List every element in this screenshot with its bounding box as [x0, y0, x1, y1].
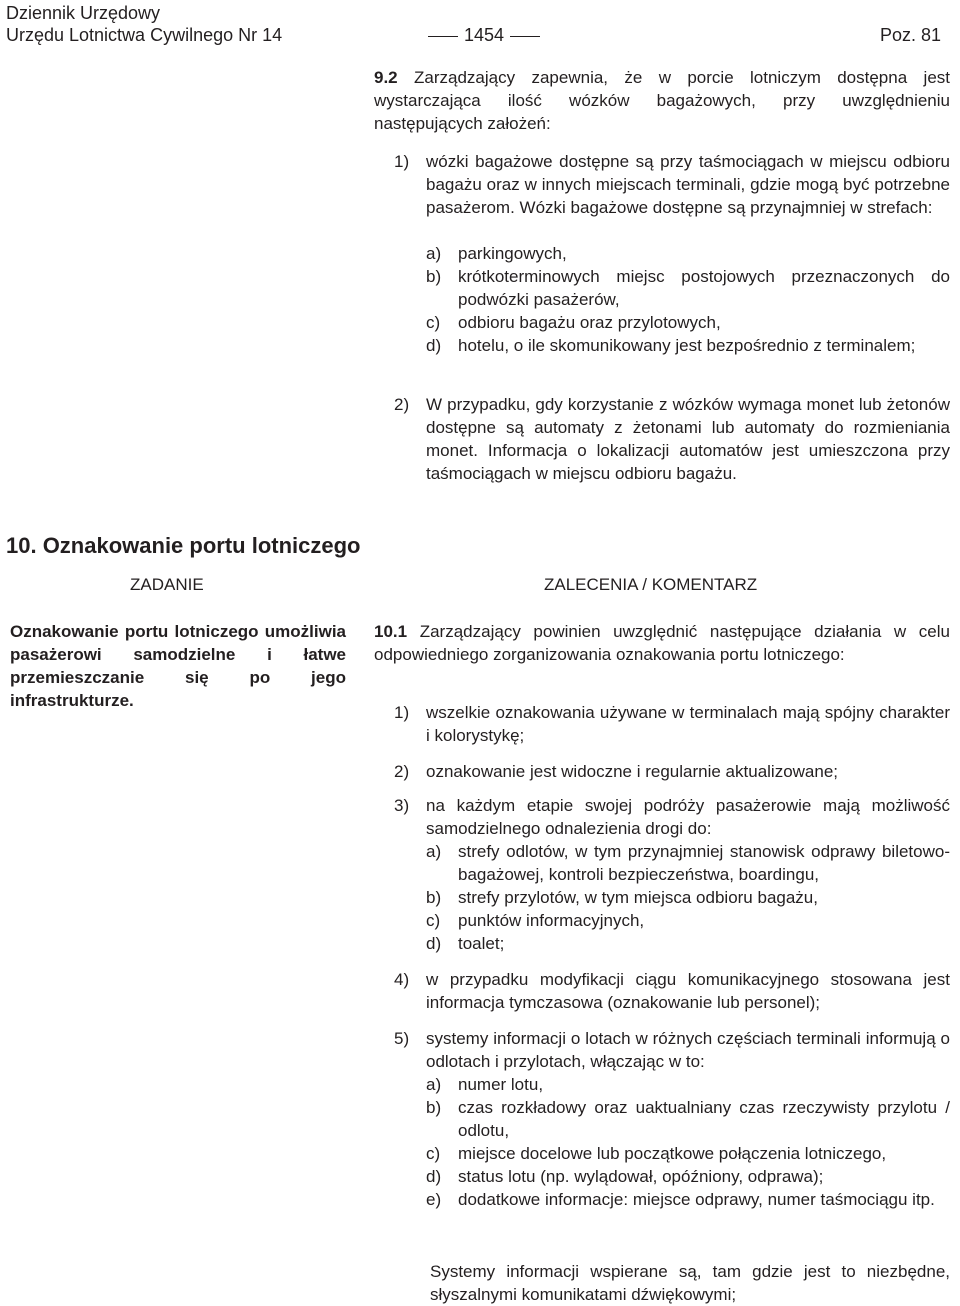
list-item	[394, 1027, 950, 1073]
list-item	[426, 840, 950, 886]
list-item	[426, 1188, 950, 1211]
section-9-2-intro	[374, 66, 950, 135]
list-item	[394, 701, 950, 747]
list-text: numer lotu,	[458, 1075, 544, 1094]
section-heading: 10. Oznakowanie portu lotniczego	[6, 533, 361, 558]
list-item	[426, 932, 950, 955]
list-item	[426, 1096, 950, 1142]
list-item	[426, 265, 950, 311]
list-text: w przypadku modyfikacji ciągu komunikacyjnego stosowana jest informacja tymczasowa (oznakowanie lub personel);	[426, 970, 950, 1012]
list-label: 3)	[394, 796, 410, 815]
list-text: toalet;	[458, 934, 505, 953]
list-item	[426, 334, 950, 357]
list-text: odbioru bagażu oraz przylotowych,	[458, 313, 721, 332]
section-number: 10.1	[374, 622, 408, 641]
list-label: c)	[426, 313, 441, 332]
list-text: na każdym etapie swojej podróży pasażerowie mają możliwość samodzielnego odnalezienia drogi do:	[426, 796, 950, 838]
list-label: e)	[426, 1190, 442, 1209]
closing-paragraph: Systemy informacji wspierane są, tam gdzie jest to niezbędne, słyszalnymi komunikatami dźwiękowymi;	[430, 1262, 950, 1304]
list-text: wózki bagażowe dostępne są przy taśmociągach w miejscu odbioru bagażu oraz w innych miejscach terminali, gdzie mogą być potrzebne pasażerom. Wózki bagażowe dostępne są przynajmniej w strefach:	[426, 152, 950, 217]
journal-title	[6, 2, 282, 46]
list-text: W przypadku, gdy korzystanie z wózków wymaga monet lub żetonów dostępne są automaty z żetonami lub automaty do rozmieniania monet. Informacja o lokalizacji automatów jest umieszczona przy taśmociągach w miejscu odbioru bagażu.	[426, 395, 950, 483]
list-text: miejsce docelowe lub początkowe połączenia lotniczego,	[458, 1144, 887, 1163]
list-label: 2)	[394, 762, 410, 781]
column-header-recommendations: ZALECENIA / KOMENTARZ	[544, 575, 758, 594]
position-label: Poz. 81	[880, 25, 942, 45]
list-label: b)	[426, 888, 442, 907]
list-label: 2)	[394, 395, 410, 414]
list-text: strefy przylotów, w tym miejsca odbioru bagażu,	[458, 888, 818, 907]
list-label: d)	[426, 336, 442, 355]
list-label: 1)	[394, 152, 410, 171]
sub-list	[426, 242, 950, 357]
list-text: parkingowych,	[458, 244, 567, 263]
list-item	[394, 150, 950, 219]
list-text: strefy odlotów, w tym przynajmniej stanowisk odprawy biletowo-bagażowej, kontroli bezpieczeństwa, boardingu,	[458, 842, 950, 884]
list-label: d)	[426, 934, 442, 953]
list-label: 1)	[394, 703, 410, 722]
page-number	[422, 24, 546, 46]
list-label: 5)	[394, 1029, 410, 1048]
task-description: Oznakowanie portu lotniczego umożliwia pasażerowi samodzielne i łatwe przemieszczanie się po jego infrastrukturze.	[10, 622, 346, 710]
list-label: a)	[426, 1075, 442, 1094]
list-item	[426, 909, 950, 932]
list-item	[394, 393, 950, 485]
list-item	[426, 1142, 950, 1165]
list-label: a)	[426, 842, 442, 861]
list-text: oznakowanie jest widoczne i regularnie aktualizowane;	[426, 762, 839, 781]
list-label: c)	[426, 1144, 441, 1163]
list-label: b)	[426, 1098, 442, 1117]
list-item	[426, 886, 950, 909]
list-label: c)	[426, 911, 441, 930]
list-text: wszelkie oznakowania używane w terminalach mają spójny charakter i kolorystykę;	[426, 703, 950, 745]
sub-list	[426, 840, 950, 955]
page-number-text: 1454	[464, 25, 505, 45]
list-text: hotelu, o ile skomunikowany jest bezpośrednio z terminalem;	[458, 336, 916, 355]
sub-list	[426, 1073, 950, 1211]
list-item	[426, 311, 950, 334]
list-label: 4)	[394, 970, 410, 989]
list-item	[394, 760, 950, 783]
list-label: b)	[426, 267, 442, 286]
list-text: krótkoterminowych miejsc postojowych przeznaczonych do podwózki pasażerów,	[458, 267, 950, 309]
list-text: status lotu (np. wylądował, opóźniony, odprawa);	[458, 1167, 824, 1186]
section-10-1-intro	[374, 620, 950, 666]
section-intro-text: Zarządzający powinien uwzględnić następujące działania w celu odpowiedniego zorganizowania oznakowania portu lotniczego:	[374, 622, 950, 664]
journal-title-line1: Dziennik Urzędowy	[6, 3, 161, 23]
list-item	[394, 968, 950, 1014]
section-intro-text: Zarządzający zapewnia, że w porcie lotniczym dostępna jest wystarczająca ilość wózków bagażowych, przy uwzględnieniu następujących założeń:	[374, 68, 950, 133]
list-text: czas rozkładowy oraz uaktualniany czas rzeczywisty przylotu / odlotu,	[458, 1098, 950, 1140]
list-item	[426, 1165, 950, 1188]
section-number: 9.2	[374, 68, 398, 87]
list-text: punktów informacyjnych,	[458, 911, 645, 930]
list-item	[426, 1073, 950, 1096]
list-item	[394, 794, 950, 840]
list-text: dodatkowe informacje: miejsce odprawy, numer taśmociągu itp.	[458, 1190, 935, 1209]
list-label: a)	[426, 244, 442, 263]
list-text: systemy informacji o lotach w różnych częściach terminali informują o odlotach i przylotach, włączając w to:	[426, 1029, 950, 1071]
journal-title-line2: Urzędu Lotnictwa Cywilnego Nr 14	[6, 25, 283, 45]
list-label: d)	[426, 1167, 442, 1186]
list-item	[426, 242, 950, 265]
column-header-task: ZADANIE	[130, 575, 204, 594]
